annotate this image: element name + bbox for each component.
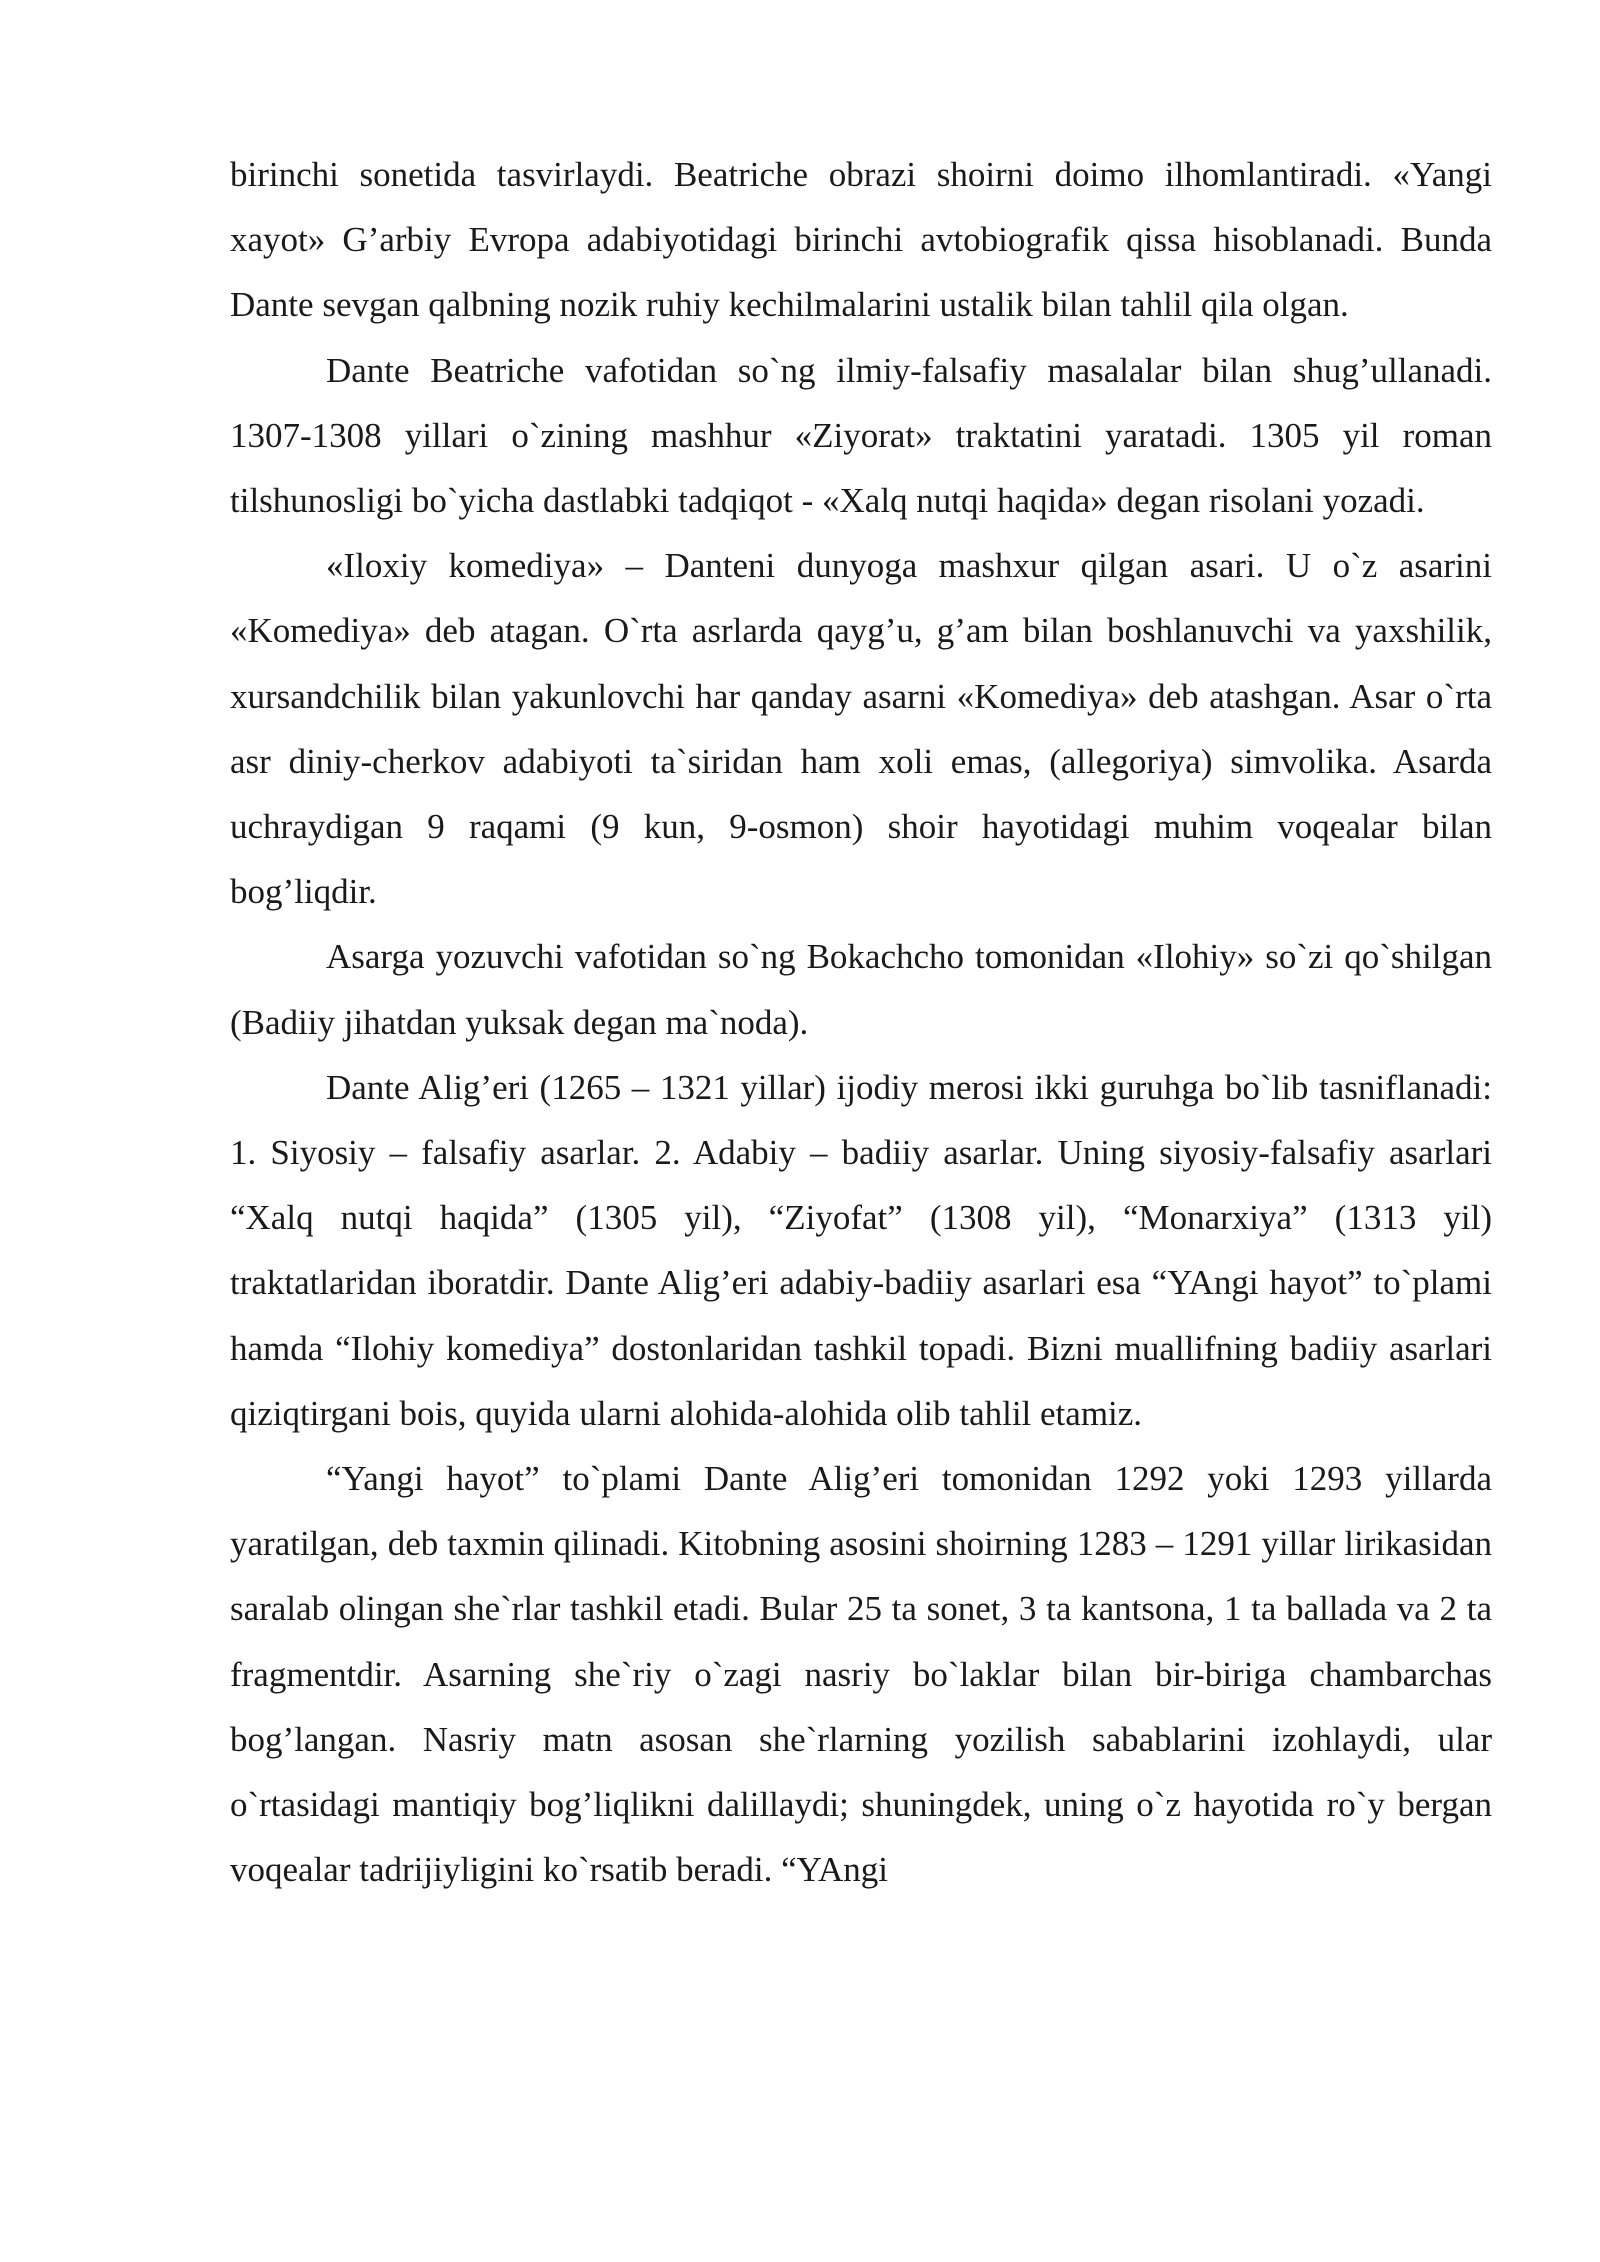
paragraph-3: «Iloxiy komediya» – Danteni dunyoga mashxur qilgan asari. U o`z asarini «Komediya» deb atagan. O`rta asrlarda qayg’u, g’am bilan boshlanuvchi va yaxshilik, xursandchilik bilan yakunlovchi har qanday asarni «Komediya» deb atashgan. Asar o`rta asr diniy-cherkov adabiyoti ta`siridan ham xoli emas, (allegoriya) simvolika. Asarda uchraydigan 9 raqami (9 kun, 9-osmon) shoir hayotidagi muhim voqealar bilan bog’liqdir.	[230, 546, 1492, 912]
paragraph-2: Dante Beatriche vafotidan so`ng ilmiy-falsafiy masalalar bilan shug’ullanadi. 1307-1308 yillari o`zining mashhur «Ziyorat» traktatini yaratadi. 1305 yil roman tilshunosligi bo`yicha dastlabki tadqiqot - «Xalq nutqi haqida» degan risolani yozadi.	[230, 350, 1492, 521]
paragraph-5: Dante Alig’eri (1265 – 1321 yillar) ijodiy merosi ikki guruhga bo`lib tasniflanadi: 1. Siyosiy – falsafiy asarlar. 2. Adabiy – badiiy asarlar. Uning siyosiy-falsafiy asarlari “Xalq nutqi haqida” (1305 yil), “Ziyofat” (1308 yil), “Monarxiya” (1313 yil) traktatlaridan iboratdir. Dante Alig’eri adabiy-badiiy asarlari esa “YAngi hayot” to`plami hamda “Ilohiy komediya” dostonlaridan tashkil topadi. Bizni muallifning badiiy asarlari qiziqtirgani bois, quyida ularni alohida-alohida olib tahlil etamiz.	[230, 1067, 1492, 1433]
document-page	[230, 142, 1492, 1902]
paragraph-6: “Yangi hayot” to`plami Dante Alig’eri tomonidan 1292 yoki 1293 yillarda yaratilgan, deb taxmin qilinadi. Kitobning asosini shoirning 1283 – 1291 yillar lirikasidan saralab olingan she`rlar tashkil etadi. Bular 25 ta sonet, 3 ta kantsona, 1 ta ballada va 2 ta fragmentdir. Asarning she`riy o`zagi nasriy bo`laklar bilan bir-biriga chambarchas bog’langan. Nasriy matn asosan she`rlarning yozilish sabablarini izohlaydi, ular o`rtasidagi mantiqiy bog’liqlikni dalillaydi; shuningdek, uning o`z hayotida ro`y bergan voqealar tadrijiyligini ko`rsatib beradi. “YAngi	[230, 1459, 1492, 1890]
paragraph-1: birinchi sonetida tasvirlaydi. Beatriche obrazi shoirni doimo ilhomlantiradi. «Yangi xayot» G’arbiy Evropa adabiyotidagi birinchi avtobiografik qissa hisoblanadi. Bunda Dante sevgan qalbning nozik ruhiy kechilmalarini ustalik bilan tahlil qila olgan.	[230, 155, 1492, 325]
paragraph-4: Asarga yozuvchi vafotidan so`ng Bokachcho tomonidan «Ilohiy» so`zi qo`shilgan (Badiiy jihatdan yuksak degan ma`noda).	[230, 937, 1492, 1042]
